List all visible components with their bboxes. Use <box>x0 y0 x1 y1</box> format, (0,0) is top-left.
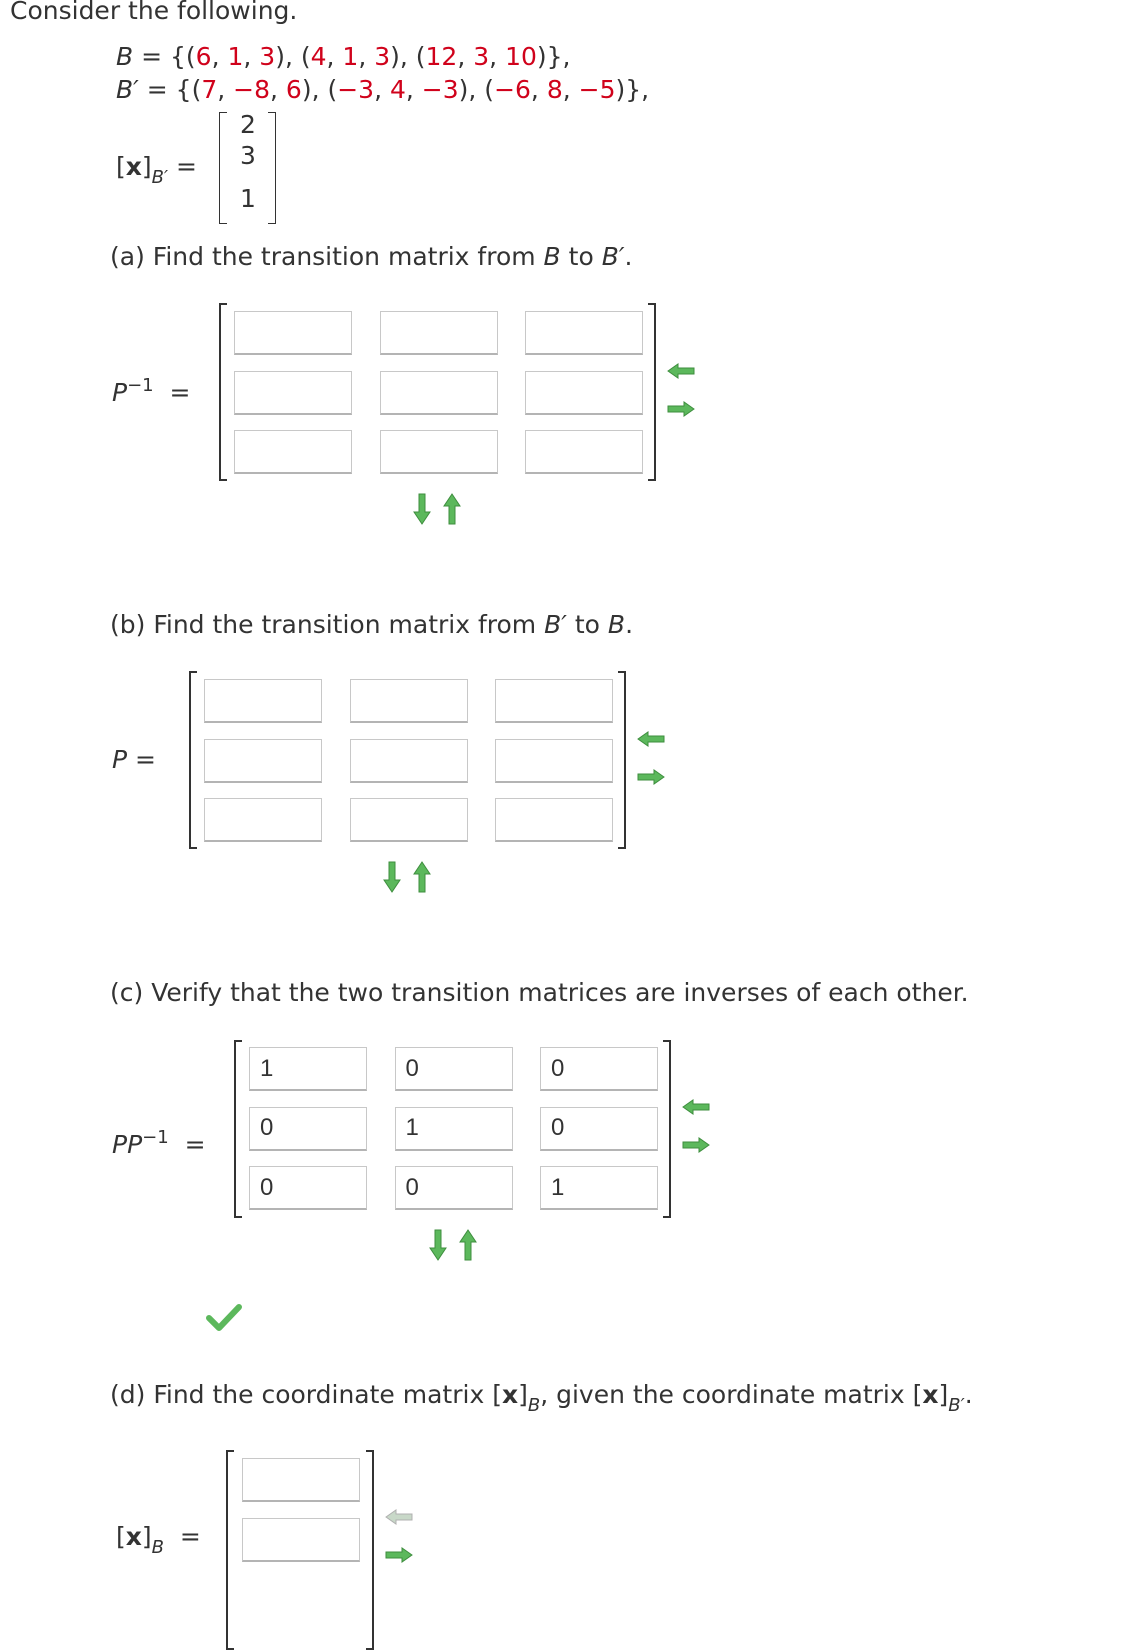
add-column-arrow-icon[interactable] <box>666 396 696 422</box>
part-d-right-bracket <box>366 1450 374 1650</box>
correct-checkmark-icon <box>206 1302 242 1332</box>
xBprime-entry: 2 <box>240 110 256 139</box>
part-a-matrix-entry-input[interactable] <box>525 371 643 415</box>
add-row-arrow-icon[interactable] <box>380 860 404 894</box>
part-a-prompt: (a) Find the transition matrix from B to B′. <box>110 242 633 271</box>
part-b-matrix-entry-input[interactable] <box>350 739 468 783</box>
part-a-matrix-entry-input[interactable] <box>380 311 498 355</box>
xBprime-right-bracket <box>268 112 276 224</box>
part-b-matrix-entry-input[interactable] <box>495 798 613 842</box>
xBprime-label: $[x]_{B'}$ = <box>116 152 198 188</box>
part-a-lhs: $P^{-1}$ = <box>112 375 191 407</box>
part-d-prompt: (d) Find the coordinate matrix $[x]_B$, given the coordinate matrix $[x]_{B'}$. <box>110 1380 973 1416</box>
basis-Bprime-line: B′ = {(7, −8, 6), (−3, 4, −3), (−6, 8, −5)}, <box>116 75 650 104</box>
part-d-lhs: $[x]_B$ = <box>116 1522 201 1558</box>
part-c-matrix-entry-input[interactable] <box>395 1107 513 1151</box>
part-a-matrix-entry-input[interactable] <box>525 430 643 474</box>
part-a-matrix-entry-input[interactable] <box>380 430 498 474</box>
part-b-matrix-entry-input[interactable] <box>204 739 322 783</box>
part-c-matrix-entry-input[interactable] <box>395 1047 513 1091</box>
part-c-matrix-entry-input[interactable] <box>249 1166 367 1210</box>
part-c-prompt: (c) Verify that the two transition matrices are inverses of each other. <box>110 978 969 1007</box>
part-a-matrix-entry-input[interactable] <box>525 311 643 355</box>
part-b-matrix-entry-input[interactable] <box>350 798 468 842</box>
xBprime-entry: 3 <box>240 141 256 170</box>
part-c-lhs: $PP^{-1}$ = <box>112 1127 206 1159</box>
part-c-matrix-entry-input[interactable] <box>540 1166 658 1210</box>
part-b-matrix-entry-input[interactable] <box>350 679 468 723</box>
part-b-right-bracket <box>618 671 626 849</box>
part-a-right-bracket <box>648 303 656 481</box>
part-b-lhs: P = <box>112 745 156 774</box>
part-c-matrix-entry-input[interactable] <box>540 1047 658 1091</box>
part-c-matrix-entry-input[interactable] <box>540 1107 658 1151</box>
remove-row-arrow-icon[interactable] <box>410 860 434 894</box>
add-column-arrow-icon[interactable] <box>636 764 666 790</box>
remove-column-arrow-icon[interactable] <box>681 1098 711 1124</box>
remove-column-arrow-icon[interactable] <box>666 362 696 388</box>
basis-B-line: B = {(6, 1, 3), (4, 1, 3), (12, 3, 10)}, <box>116 42 571 71</box>
xBprime-left-bracket <box>219 112 227 224</box>
part-b-left-bracket <box>189 671 197 849</box>
part-c-matrix-entry-input[interactable] <box>249 1107 367 1151</box>
part-c-matrix-entry-input[interactable] <box>395 1166 513 1210</box>
part-a-matrix-entry-input[interactable] <box>234 311 352 355</box>
part-c-matrix-entry-input[interactable] <box>249 1047 367 1091</box>
part-d-entry-input[interactable] <box>242 1518 360 1562</box>
remove-column-arrow-icon[interactable] <box>636 730 666 756</box>
part-b-matrix-entry-input[interactable] <box>204 679 322 723</box>
remove-row-arrow-icon[interactable] <box>440 492 464 526</box>
add-column-arrow-icon[interactable] <box>384 1542 414 1568</box>
remove-row-arrow-icon[interactable] <box>456 1228 480 1262</box>
part-d-left-bracket <box>226 1450 234 1650</box>
part-a-matrix-entry-input[interactable] <box>380 371 498 415</box>
problem-heading: Consider the following. <box>10 0 298 25</box>
part-a-left-bracket <box>219 303 227 481</box>
add-row-arrow-icon[interactable] <box>426 1228 450 1262</box>
part-a-matrix-entry-input[interactable] <box>234 430 352 474</box>
part-c-right-bracket <box>663 1040 671 1218</box>
xBprime-entry: 1 <box>240 184 256 213</box>
part-b-matrix-entry-input[interactable] <box>495 679 613 723</box>
part-c-left-bracket <box>234 1040 242 1218</box>
part-b-prompt: (b) Find the transition matrix from B′ to B. <box>110 610 634 639</box>
part-d-entry-input[interactable] <box>242 1458 360 1502</box>
part-a-matrix-entry-input[interactable] <box>234 371 352 415</box>
add-row-arrow-icon[interactable] <box>410 492 434 526</box>
part-b-matrix-entry-input[interactable] <box>495 739 613 783</box>
add-column-arrow-icon[interactable] <box>681 1132 711 1158</box>
part-b-matrix-entry-input[interactable] <box>204 798 322 842</box>
remove-column-arrow-icon[interactable] <box>384 1508 414 1534</box>
